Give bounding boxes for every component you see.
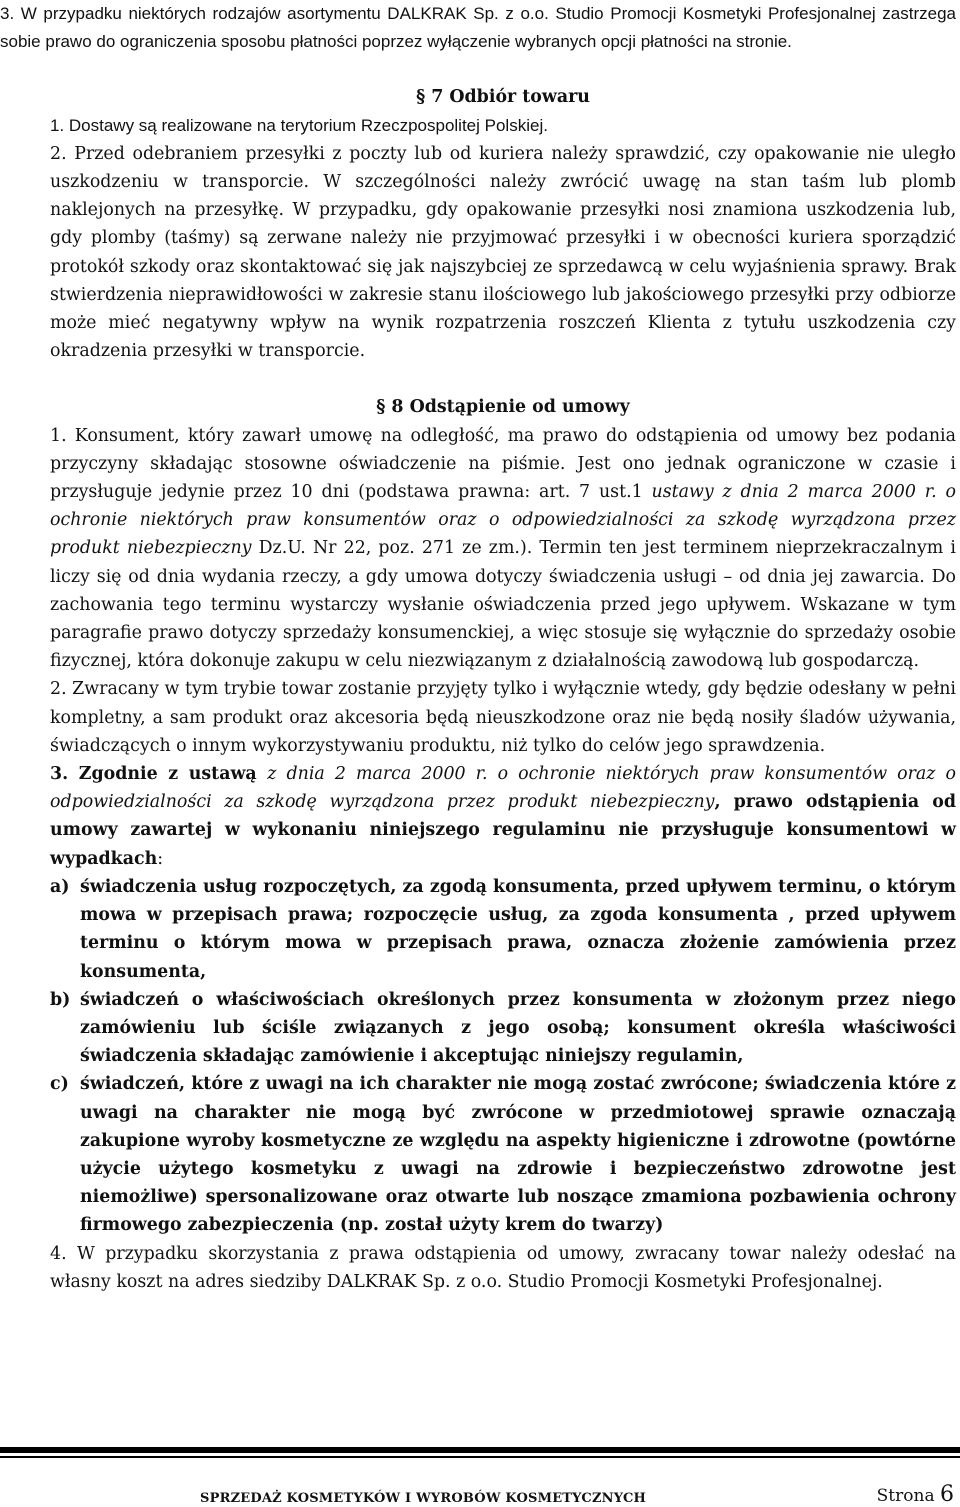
exception-label-b: b) [50, 989, 71, 1010]
section-8-point-3-text-a: 3. Zgodnie z ustawą [50, 764, 268, 785]
section-8-point-1 [50, 422, 956, 676]
exception-text-c: świadczeń, które z uwagi na ich charakter nie mogą zostać zwrócone; świadczenia które z uwagi na charakter nie mogą być zwrócone w przedmiotowej sprawie oznaczają zakupione wyroby kosmetyczne ze względu na aspekty higieniczne i zdrowotne (powtórne użycie użytego kosmetyku z uwagi na zdrowie i bezpieczeństwo zdrowotne jest niemożliwe) spersonalizowane oraz otwarte lub noszące zmamiona pozbawienia ochrony firmowego zabezpieczenia (np. został użyty krem do twarzy) [80, 1074, 956, 1236]
exception-item-c [50, 1070, 956, 1239]
exception-item-a [50, 873, 956, 986]
footer-thick-rule [0, 1447, 960, 1453]
section-8-heading: § 8 Odstąpienie od umowy [376, 397, 630, 418]
section-8-point-1-act-title: ustawy z dnia 2 marca 2000 r. o ochronie niektórych praw konsumentów oraz o odpowiedzialności za szkodę wyrządzona przez produkt niebezpieczny [50, 482, 956, 559]
section-7-heading: § 7 Odbiór towaru [416, 87, 590, 108]
page-number [877, 1482, 954, 1507]
page-label: Strona [876, 1486, 935, 1506]
section-8-point-3 [50, 760, 956, 873]
section-8-point-3-text-b: , prawo odstąpienia od umowy zawartej w wykonaniu niniejszego regulaminu nie przysługuje konsumentowi w wypadkach [50, 792, 956, 869]
footer-title: SPRZEDAŻ KOSMETYKÓW I WYROBÓW KOSMETYCZNYCH [200, 1491, 647, 1506]
paragraph-3-payment: 3. W przypadku niektórych rodzajów asortymentu DALKRAK Sp. z o.o. Studio Promocji Kosmetyki Profesjonalnej zastrzega sobie prawo do ograniczenia sposobu płatności poprzez wyłączenie wybranych opcji płatności na stronie. [0, 4, 956, 52]
page-number-value: 6 [940, 1482, 954, 1507]
section-7-point-2: 2. Przed odebraniem przesyłki z poczty lub od kuriera należy sprawdzić, czy opakowanie nie uległo uszkodzeniu w transporcie. W szczególności należy zwrócić uwagę na stan taśm lub plomb naklejonych na przesyłkę. W przypadku, gdy opakowanie przesyłki nosi znamiona uszkodzenia lub, gdy plomby (taśmy) są zerwane należy nie przyjmować przesyłki i w obecności kuriera sporządzić protokół szkody oraz skontaktować się jak najszybciej ze sprzedawcą w celu wyjaśnienia sprawy. Brak stwierdzenia nieprawidłowości w zakresie stanu ilościowego lub jakościowego przesyłki przy odbiorze może mieć negatywny wpływ na wynik rozpatrzenia roszczeń Klienta z tytułu uszkodzenia czy okradzenia przesyłki w transporcie. [50, 143, 956, 362]
section-8-point-4: 4. W przypadku skorzystania z prawa odstąpienia od umowy, zwracany towar należy odesłać na własny koszt na adres siedziby DALKRAK Sp. z o.o. Studio Promocji Kosmetyki Profesjonalnej. [50, 1243, 956, 1292]
exception-label-a: a) [50, 876, 70, 897]
section-8-point-3-colon: : [157, 848, 164, 869]
exception-text-b: świadczeń o właściwościach określonych przez konsumenta w złożonym przez niego zamówieniu lub ściśle związanych z jego osobą; konsument określa właściwości świadczenia składając zamówienie i akceptując niniejszy regulamin, [80, 989, 956, 1067]
exception-label-c: c) [50, 1074, 69, 1095]
section-8-point-1-text-b: Dz.U. Nr 22, poz. 271 ze zm.). Termin ten jest terminem nieprzekraczalnym i liczy się od dnia wydania rzeczy, a gdy umowa dotyczy świadczenia usługi – od dnia jej zawarcia. Do zachowania tego terminu wystarczy wysłanie oświadczenia przed jego upływem. Wskazane w tym paragrafie prawo dotyczy sprzedaży konsumenckiej, a więc stosuje się wyłącznie do sprzedaży osobie fizycznej, która dokonuje zakupu w celu niezwiązanym z działalnością zawodową lub gospodarczą. [50, 538, 956, 672]
section-8-point-3-act-title: z dnia 2 marca 2000 r. o ochronie niektórych praw konsumentów oraz o odpowiedzialności za szkodę wyrządzona przez produkt niebezpieczny [50, 764, 956, 813]
exception-item-b [50, 986, 956, 1071]
section-8-point-2: 2. Zwracany w tym trybie towar zostanie przyjęty tylko i wyłącznie wtedy, gdy będzie odesłany w pełni kompletny, a sam produkt oraz akcesoria będą nieuszkodzone oraz nie będą nosiły śladów używania, świadczących o innym wykorzystywaniu produktu, niż tylko do celów jego sprawdzenia. [50, 679, 956, 756]
section-7-point-1: 1. Dostawy są realizowane na terytorium Rzeczpospolitej Polskiej. [50, 115, 548, 135]
exception-text-a: świadczenia usług rozpoczętych, za zgodą konsumenta, przed upływem terminu, o którym mowa w przepisach prawa; rozpoczęcie usług, za zgoda konsumenta , przed upływem terminu o którym mowa w przepisach prawa, oznacza złożenie zamówienia przez konsumenta, [80, 876, 956, 982]
footer-thin-rule [0, 1456, 960, 1458]
section-8-point-1-text-a: 1. Konsument, który zawarł umowę na odległość, ma prawo do odstąpienia od umowy bez podania przyczyny składając stosowne oświadczenie na piśmie. Jest ono jednak ograniczone w czasie i przysługuje jedynie przez 10 dni (podstawa prawna: art. 7 ust.1 [50, 425, 956, 503]
